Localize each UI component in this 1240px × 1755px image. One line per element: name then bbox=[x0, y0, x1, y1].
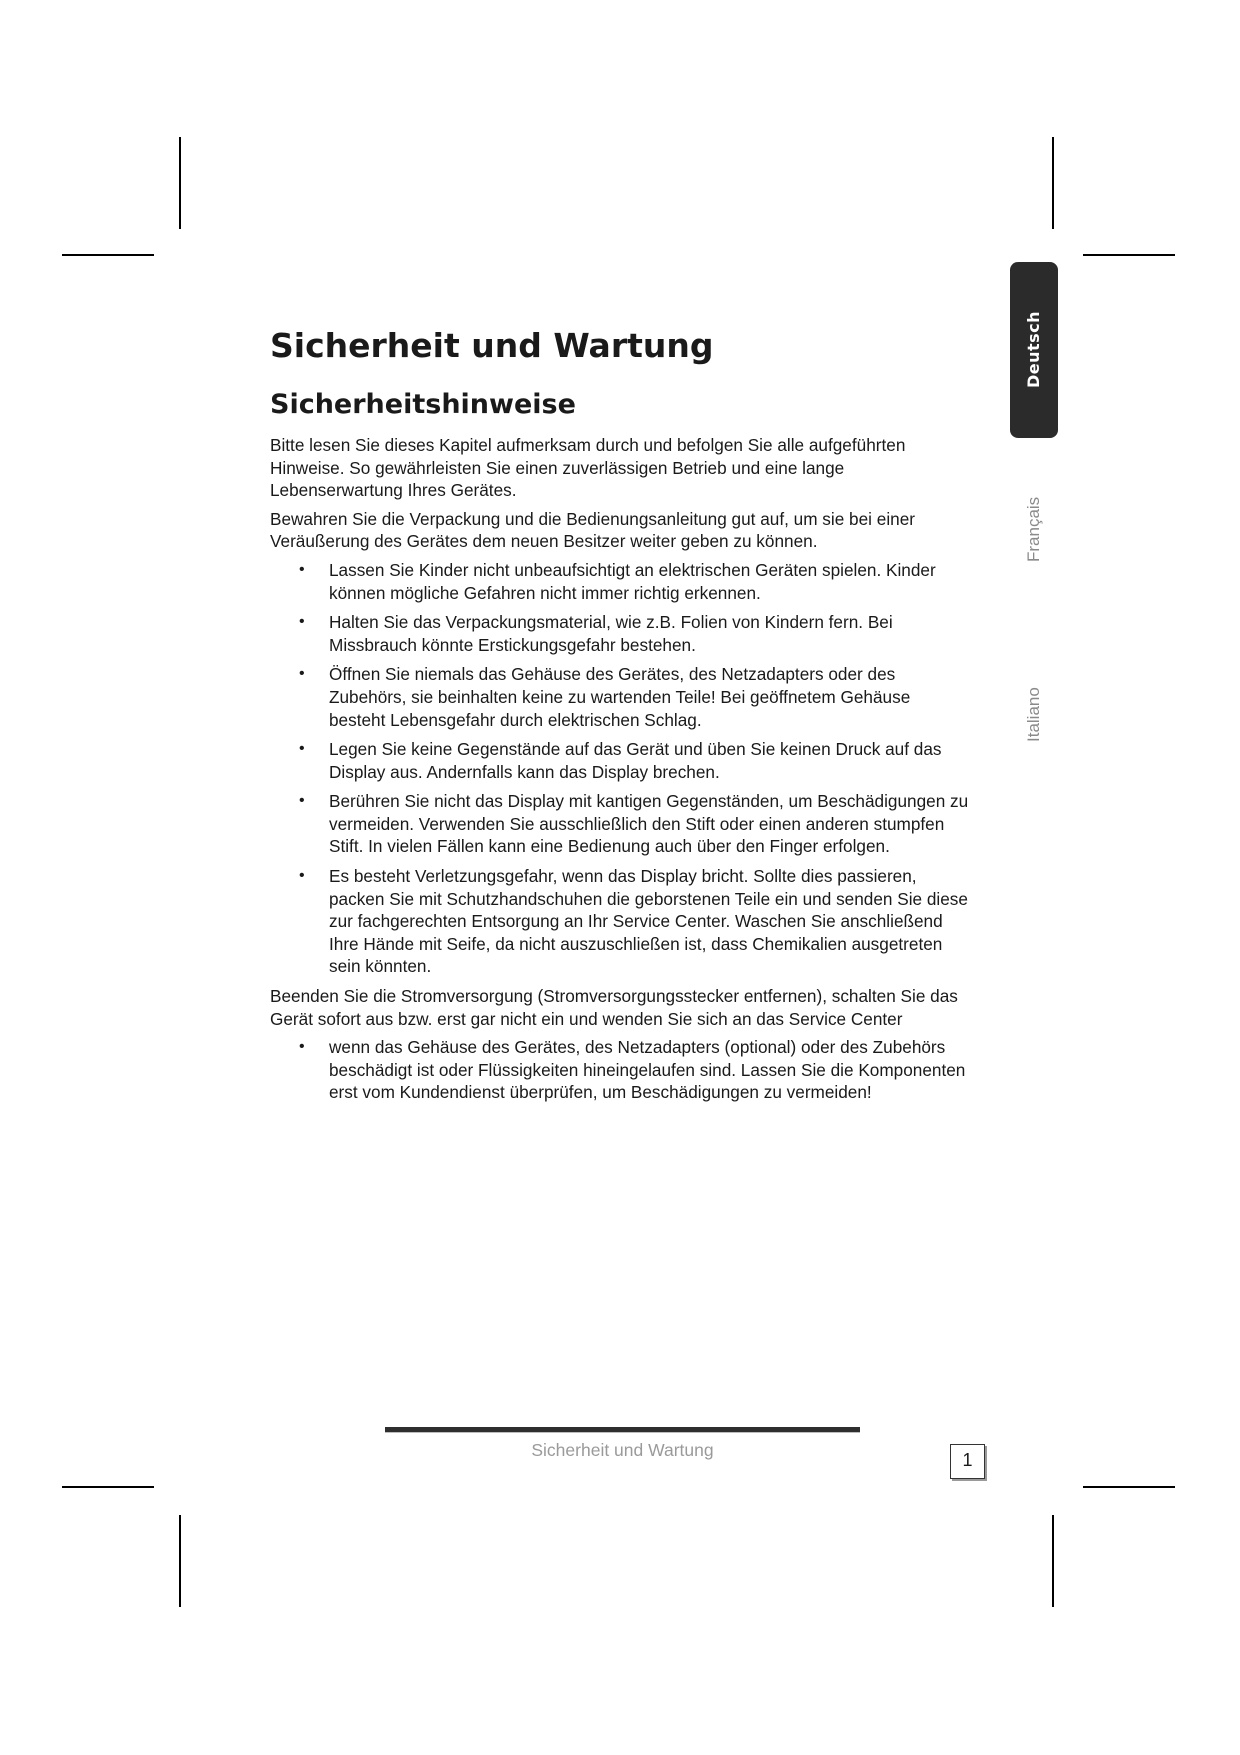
section-title: Sicherheitshinweise bbox=[270, 389, 576, 421]
language-tabs bbox=[1010, 262, 1058, 802]
intro-paragraph: Bitte lesen Sie dieses Kapitel aufmerksam durch und befolgen Sie alle aufgeführten Hinweise. So gewährleisten Sie einen zuverlässigen Betrieb und eine lange Lebenserwartung Ihres Gerätes. bbox=[270, 434, 906, 501]
list-item bbox=[299, 790, 970, 858]
power-paragraph: Beenden Sie die Stromversorgung (Stromversorgungsstecker entfernen), schalten Sie das Gerät sofort aus bzw. erst gar nicht ein und wenden Sie sich an das Service Center bbox=[270, 986, 958, 1029]
page-number: 1 bbox=[950, 1444, 985, 1479]
list-item-text: Legen Sie keine Gegenstände auf das Gerät und üben Sie keinen Druck auf das Display aus. Andernfalls kann das Display brechen. bbox=[329, 739, 942, 782]
crop-mark-bottom-right-vertical bbox=[1052, 1515, 1054, 1607]
bullet-icon: • bbox=[299, 1038, 305, 1056]
safety-bullet-list bbox=[270, 559, 970, 978]
list-item bbox=[299, 663, 970, 731]
crop-mark-top-left-vertical bbox=[179, 137, 181, 229]
service-bullet-list bbox=[270, 1036, 970, 1104]
list-item bbox=[299, 738, 970, 783]
crop-mark-top-right-horizontal bbox=[1083, 254, 1175, 256]
list-item-text: Lassen Sie Kinder nicht unbeaufsichtigt an elektrischen Geräten spielen. Kinder können mögliche Gefahren nicht immer richtig erkennen. bbox=[329, 559, 936, 603]
page-title: Sicherheit und Wartung bbox=[270, 326, 714, 365]
main-content bbox=[270, 328, 970, 1111]
list-item bbox=[299, 611, 970, 656]
list-item-text: wenn das Gehäuse des Gerätes, des Netzadapters (optional) oder des Zubehörs beschädigt ist oder Flüssigkeiten hineingelaufen sind. Lassen Sie die Komponenten erst vom Kundendienst überprüfen, um Beschädigungen zu vermeiden! bbox=[329, 1037, 966, 1103]
crop-mark-bottom-left-horizontal bbox=[62, 1486, 154, 1488]
bullet-icon: • bbox=[299, 867, 305, 885]
intro-paragraph: Bewahren Sie die Verpackung und die Bedienungsanleitung gut auf, um sie bei einer Veräußerung des Gerätes dem neuen Besitzer weiter geben zu können. bbox=[270, 508, 915, 552]
bullet-icon: • bbox=[299, 792, 305, 810]
crop-mark-bottom-left-vertical bbox=[179, 1515, 181, 1607]
list-item-text: Es besteht Verletzungsgefahr, wenn das Display bricht. Sollte dies passieren, packen Sie mit Schutzhandschuhen die geborstenen Teile ein und senden Sie diese zur fachgerechten Entsorgung an Ihr Service Center. Waschen Sie anschließend Ihre Hände mit Seife, da nicht auszuschließen ist, dass Chemikalien ausgetreten sein könnten. bbox=[329, 866, 968, 977]
list-item bbox=[299, 865, 970, 978]
list-item bbox=[299, 559, 970, 604]
crop-mark-top-left-horizontal bbox=[62, 254, 154, 256]
tab-deutsch-label: Deutsch bbox=[1024, 310, 1043, 388]
tab-francais-label: Français bbox=[1024, 496, 1043, 562]
list-item bbox=[299, 1036, 970, 1104]
list-item-text: Öffnen Sie niemals das Gehäuse des Gerätes, des Netzadapters oder des Zubehörs, sie beinhalten keine zu wartenden Teile! Bei geöffnetem Gehäuse besteht Lebensgefahr durch elektrischen Schlag. bbox=[329, 664, 911, 730]
crop-mark-top-right-vertical bbox=[1052, 137, 1054, 229]
tab-deutsch bbox=[1010, 262, 1058, 438]
bullet-icon: • bbox=[299, 740, 305, 758]
list-item-text: Berühren Sie nicht das Display mit kantigen Gegenständen, um Beschädigungen zu vermeiden. Verwenden Sie ausschließlich den Stift oder einen anderen stumpfen Stift. In vielen Fällen kann eine Bedienung auch über den Finger erfolgen. bbox=[329, 791, 969, 857]
tab-italiano-label: Italiano bbox=[1024, 687, 1043, 742]
list-item-text: Halten Sie das Verpackungsmaterial, wie z.B. Folien von Kindern fern. Bei Missbrauch könnte Erstickungsgefahr bestehen. bbox=[329, 612, 893, 655]
bullet-icon: • bbox=[299, 560, 305, 578]
bullet-icon: • bbox=[299, 665, 305, 683]
footer-rule bbox=[385, 1427, 860, 1433]
crop-mark-bottom-right-horizontal bbox=[1083, 1486, 1175, 1488]
bullet-icon: • bbox=[299, 613, 305, 631]
footer-running-title: Sicherheit und Wartung bbox=[531, 1440, 714, 1460]
